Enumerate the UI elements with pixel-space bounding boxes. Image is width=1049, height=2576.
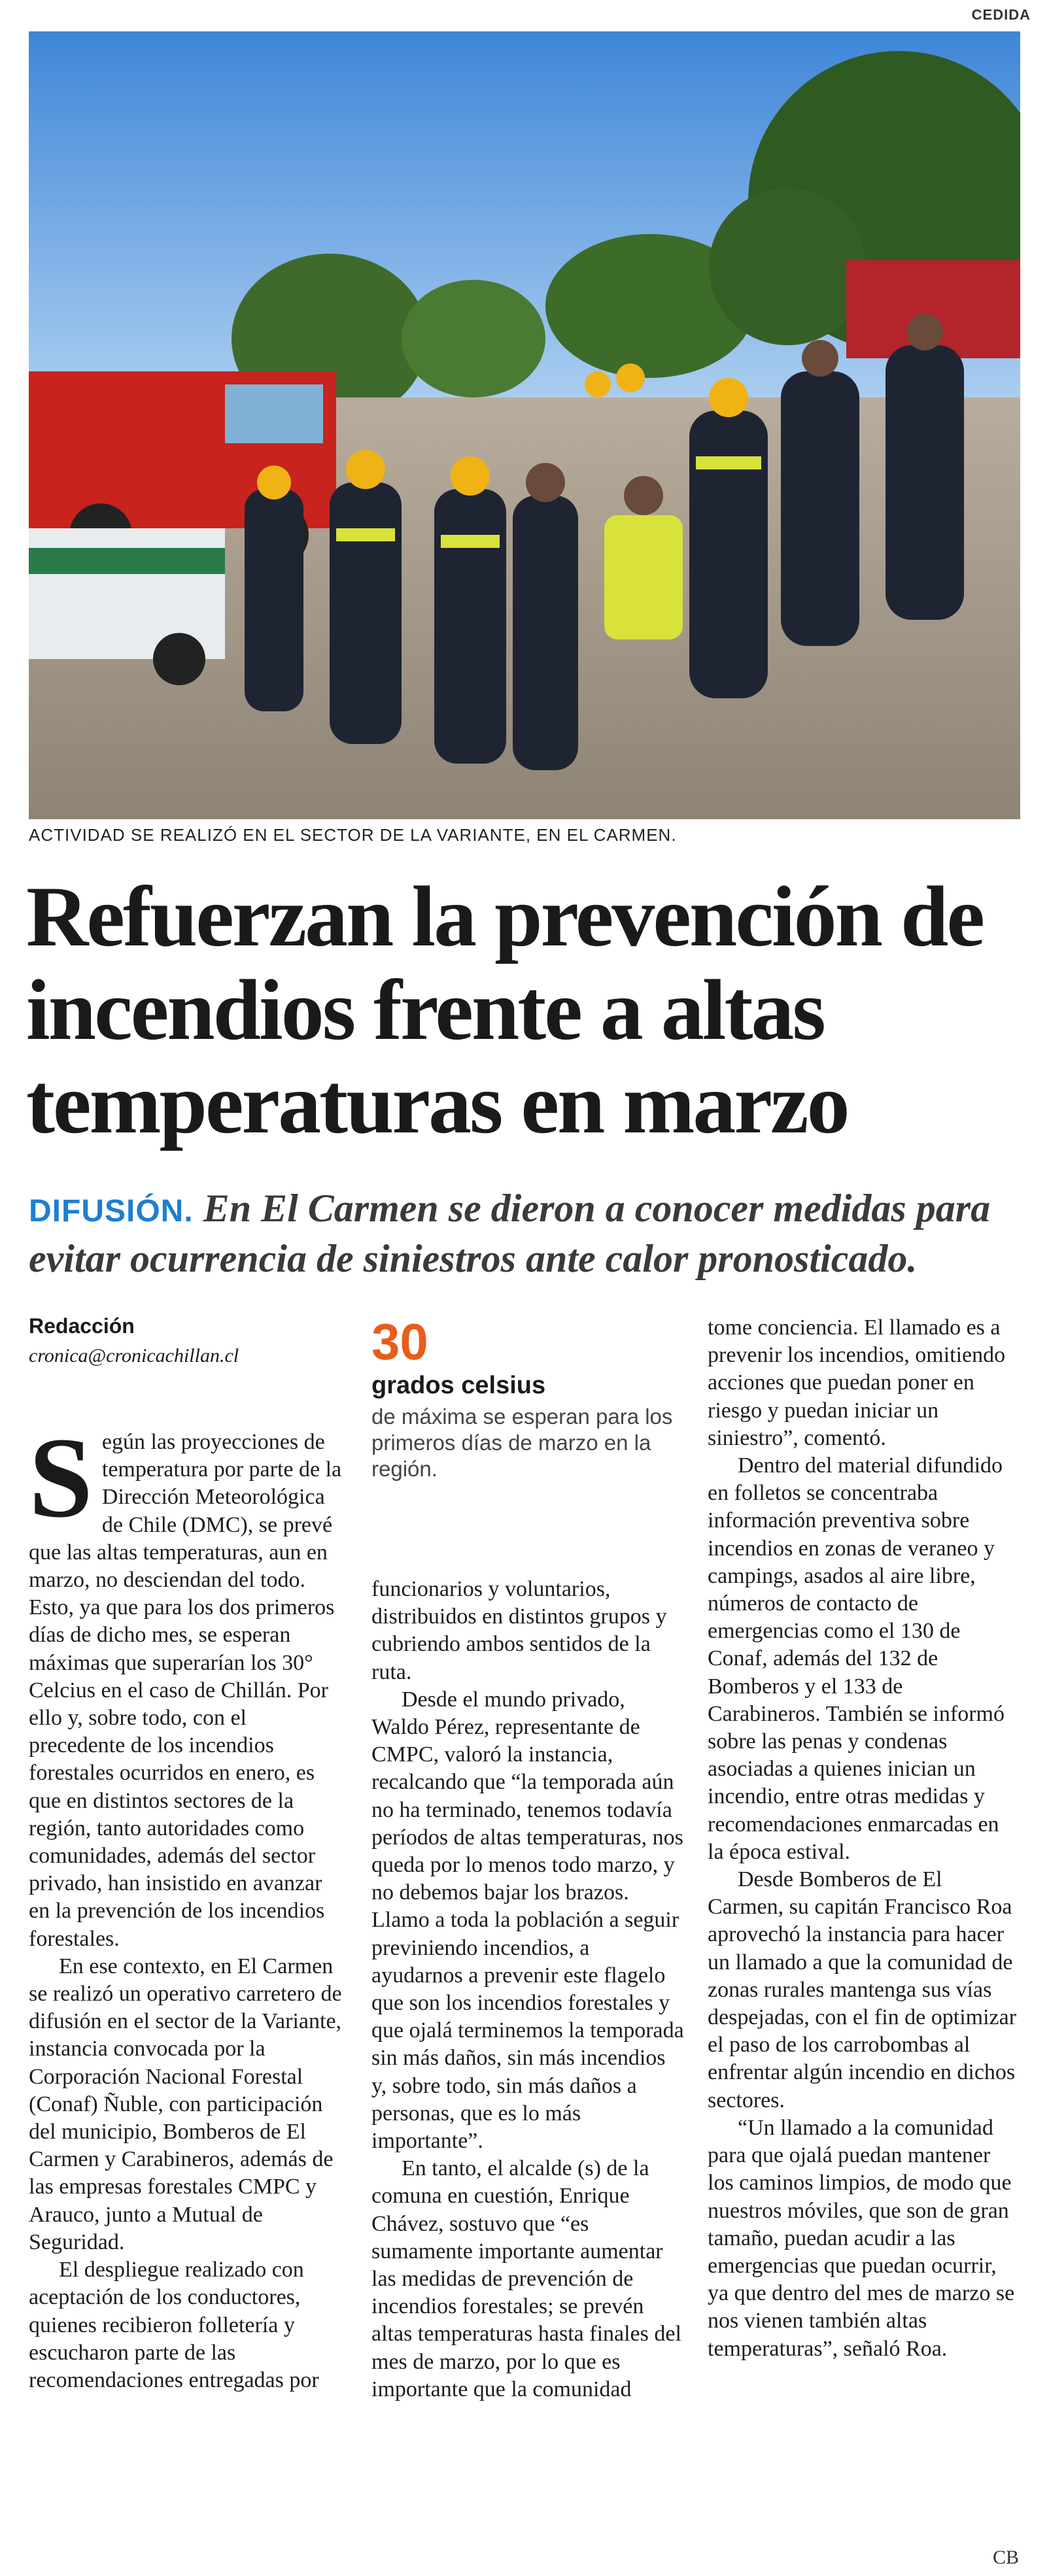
lede (29, 1185, 1023, 1282)
end-mark: CB (993, 2547, 1020, 2568)
body-column-2 (371, 1576, 684, 2403)
paragraph: “Un llamado a la comunidad para que ojalá puedan mantener los caminos limpios, de modo que nuestros móviles, que son de gran tamaño, puedan acudir a las emergencias que puedan ocurrir, ya que dentro del mes de marzo se nos vienen también altas temperaturas”, señaló Roa. (708, 2115, 1015, 2361)
paragraph-text: egún las proyecciones de temperatura por parte de la Dirección Meteorológica de Chile (DMC), se prevé que las altas temperaturas, aun en marzo, no desciendan del todo. Esto, ya que para los dos primeros días de dicho mes, se esperan máximas que superarían los 30° Celcius en el caso de Chillán. Por ello y, sobre todo, con el precedente de los incendios forestales ocurridos en enero, es que en distintos sectores de la región, tanto autoridades como comunidades, además del sector privado, han insistido en avanzar en la prevención de los incendios forestales. (29, 1430, 342, 1951)
paragraph: En tanto, el alcalde (s) de la comuna en cuestión, Enrique Chávez, sostuvo que “es sumamente importante aumentar las medidas de prevención de incendios forestales; se prevén altas temperaturas hasta finales del mes de marzo, por lo que es importante que la comunidad (371, 2156, 681, 2401)
paragraph: Dentro del material difundido en folletos se concentraba información preventiva sobre incendios en zonas de veraneo y campings, asados al aire libre, números de contacto de emergencias como el 130 de Conaf, además del 132 de Bomberos y el 133 de Carabineros. También se informó sobre las penas y condenas asociadas a quienes inician un incendio, entre otras medidas y recomendaciones enmarcadas en la época estival. (708, 1453, 1005, 1864)
byline-name: Redacción (29, 1314, 135, 1338)
stat-callout (371, 1314, 684, 1482)
body-column-3 (708, 1314, 1020, 2363)
paragraph: En ese contexto, en El Carmen se realizó un operativo carretero de difusión en el sector de la Variante, instancia convocada por la Corporación Nacional Forestal (Conaf) Ñuble, con participación del municipio, Bomberos de El Carmen y Carabineros, además de las empresas forestales CMPC y Arauco, junto a Mutual de Seguridad. (29, 1954, 342, 2254)
paragraph: funcionarios y voluntarios, distribuidos en distintos grupos y cubriendo ambos sentidos de la ruta. (371, 1577, 667, 1684)
article-photo (29, 31, 1020, 819)
paragraph (29, 1414, 348, 1953)
paragraph: tome conciencia. El llamado es a prevenir los incendios, omitiendo acciones que puedan poner en riesgo y puedan iniciar un siniestro”, comentó. (708, 1315, 1006, 1450)
paragraph: Desde el mundo privado, Waldo Pérez, representante de CMPC, valoró la instancia, recalcando que “la temporada aún no ha terminado, tenemos todavía períodos de altas temperaturas, nos queda por lo menos todo marzo, y no debemos bajar los brazos. Llamo a toda la población a seguir previniendo incendios, a ayudarnos a prevenir este flagelo que son los incendios forestales y que ojalá terminemos la temporada sin más daños, sin más incendios y, sobre todo, sin más daños a personas, que es lo más importante”. (371, 1687, 684, 2154)
stat-description: de máxima se esperan para los primeros días de marzo en la región. (371, 1404, 673, 1481)
drop-cap: S (29, 1414, 93, 1542)
lede-text: En El Carmen se dieron a conocer medidas para evitar ocurrencia de siniestros ante calor pronosticado. (29, 1187, 991, 1280)
paragraph: Desde Bomberos de El Carmen, su capitán Francisco Roa aprovechó la instancia para hacer un llamado a que la comunidad de zonas rurales mantenga sus vías despejadas, con el fin de optimizar el paso de los carrobombas al enfrentar algún incendio en dichos sectores. (708, 1867, 1017, 2112)
lede-tag: DIFUSIÓN. (29, 1194, 194, 1229)
body-column-1 (29, 1414, 348, 2394)
photo-credit: CEDIDA (971, 7, 1031, 23)
byline (29, 1314, 343, 1367)
stat-unit: grados celsius (371, 1372, 546, 1399)
photo-illustration (29, 31, 1020, 819)
stat-number: 30 (371, 1313, 428, 1370)
headline: Refuerzan la prevención de incendios frente a altas temperaturas en marzo (26, 868, 984, 1151)
byline-email: cronica@cronicachillan.cl (29, 1345, 239, 1366)
photo-caption: ACTIVIDAD SE REALIZÓ EN EL SECTOR DE LA VARIANTE, EN EL CARMEN. (29, 825, 677, 845)
paragraph: El despliegue realizado con aceptación de los conductores, quienes recibieron folletería y escucharon parte de las recomendaciones entregadas por (29, 2258, 319, 2392)
